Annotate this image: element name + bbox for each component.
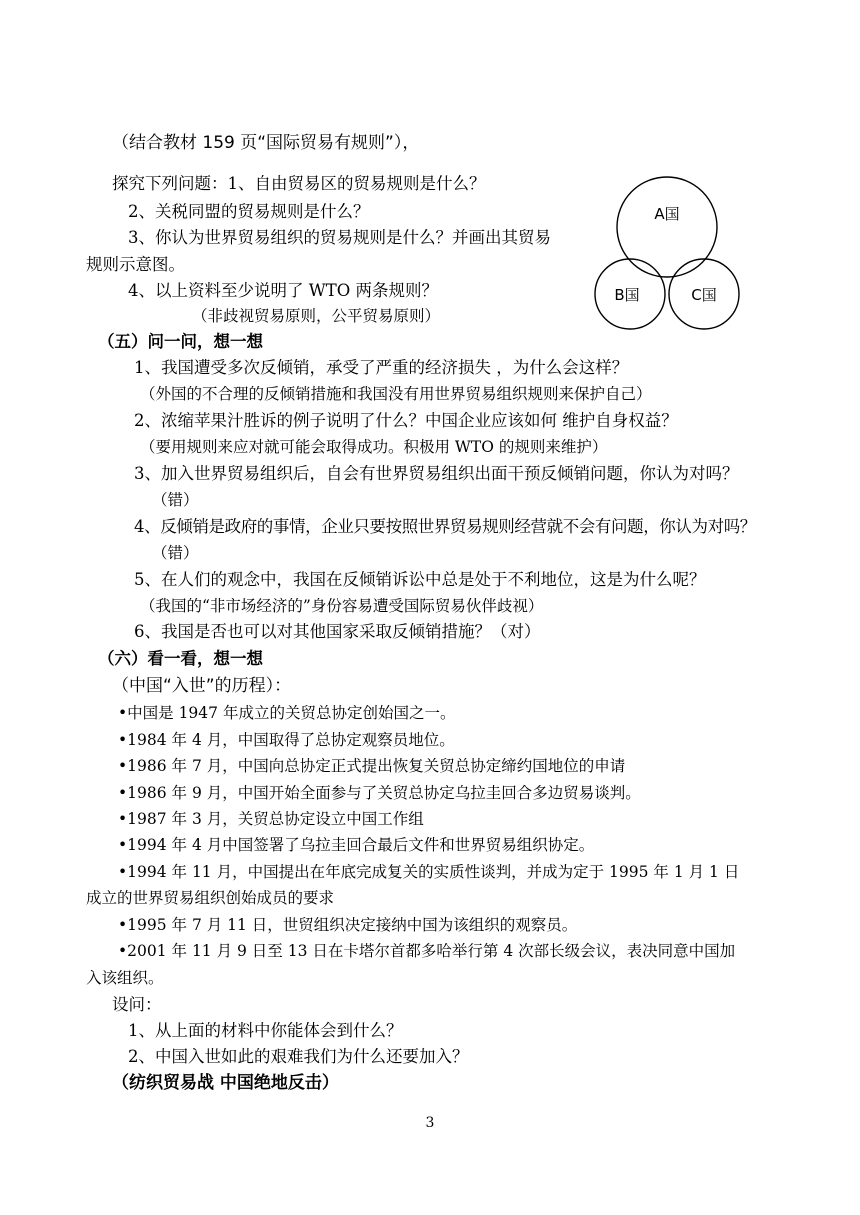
history-item: •1987 年 3 月，关贸总协定设立中国工作组 (118, 810, 424, 828)
explore-question-3-cont: 规则示意图。 (86, 255, 185, 274)
circle-b-label: B国 (614, 286, 640, 304)
section-6-subtitle: （中国“入世”的历程）： (112, 676, 292, 696)
history-item: •1986 年 9 月，中国开始全面参与了关贸总协定乌拉圭回合多边贸易谈判。 (118, 784, 641, 802)
page-number: 3 (425, 1115, 435, 1131)
s5-answer-1: （外国的不合理的反倾销措施和我国没有用世界贸易组织规则来保护自己） (140, 385, 652, 403)
s5-question-2: 2、浓缩苹果汁胜诉的例子说明了什么？中国企业应该如何 维护自身权益？ (134, 411, 678, 430)
history-item-cont: 入该组织。 (86, 969, 164, 987)
s5-answer-3: （错） (152, 491, 199, 509)
section-6-footer: （纺织贸易战 中国绝地反击） (112, 1073, 339, 1093)
s5-question-5: 5、在人们的观念中，我国在反倾销诉讼中总是处于不利地位，这是为什么呢？ (134, 570, 706, 589)
s5-question-6: 6、我国是否也可以对其他国家采取反倾销措施？（对） (134, 622, 541, 641)
s5-answer-5: （我国的“非市场经济的”身份容易遭受国际贸易伙伴歧视） (140, 597, 544, 615)
history-item: •1994 年 11 月，中国提出在年底完成复关的实质性谈判，并成为定于 1995 年 1 月 1 日 (118, 863, 740, 881)
s5-question-1: 1、我国遭受多次反倾销，承受了严重的经济损失 ，为什么会这样？ (134, 358, 629, 377)
history-item: •1995 年 7 月 11 日，世贸组织决定接纳中国为该组织的观察员。 (118, 916, 578, 934)
circle-c-label: C国 (691, 286, 717, 304)
trade-rule-diagram (592, 175, 742, 331)
history-item: •1994 年 4 月中国签署了乌拉圭回合最后文件和世界贸易组织协定。 (118, 836, 595, 854)
section-5-title: （五）问一问，想一想 (98, 332, 263, 351)
history-item: •1986 年 7 月，中国向总协定正式提出恢复关贸总协定缔约国地位的申请 (118, 757, 626, 775)
circle-a-label: A国 (654, 205, 680, 223)
explore-answer-4: （非歧视贸易原则，公平贸易原则） (192, 307, 441, 325)
explore-question-3: 3、你认为世界贸易组织的贸易规则是什么？并画出其贸易 (128, 228, 551, 247)
section-6-title: （六）看一看，想一想 (98, 649, 263, 668)
history-item-cont: 成立的世界贸易组织创始成员的要求 (86, 889, 335, 907)
explore-question-1: 探究下列问题：1、自由贸易区的贸易规则是什么？ (112, 174, 486, 193)
s5-answer-4: （错） (152, 544, 199, 562)
material-reference: （结合教材 159 页“国际贸易有规则”）， (112, 133, 420, 153)
explore-question-4: 4、以上资料至少说明了 WTO 两条规则？ (128, 281, 438, 300)
circle-a (617, 177, 717, 277)
history-item: •2001 年 11 月 9 日至 13 日在卡塔尔首都多哈举行第 4 次部长级会议，表决同意中国加 (118, 942, 736, 960)
ask-question-2: 2、中国入世如此的艰难我们为什么还要加入？ (128, 1047, 469, 1066)
s5-answer-2: （要用规则来应对就可能会取得成功。积极用 WTO 的规则来维护） (140, 438, 608, 456)
s5-question-3: 3、加入世界贸易组织后，自会有世界贸易组织出面干预反倾销问题，你认为对吗？ (134, 464, 739, 483)
s5-question-4: 4、反倾销是政府的事情，企业只要按照世界贸易规则经营就不会有问题，你认为对吗？ (134, 517, 756, 536)
explore-question-2: 2、关税同盟的贸易规则是什么？ (128, 202, 370, 221)
ask-label: 设问： (112, 995, 162, 1014)
ask-question-1: 1、从上面的材料中你能体会到什么？ (128, 1021, 403, 1040)
history-item: •1984 年 4 月，中国取得了总协定观察员地位。 (118, 731, 455, 749)
history-item: •中国是 1947 年成立的关贸总协定创始国之一。 (118, 704, 456, 722)
